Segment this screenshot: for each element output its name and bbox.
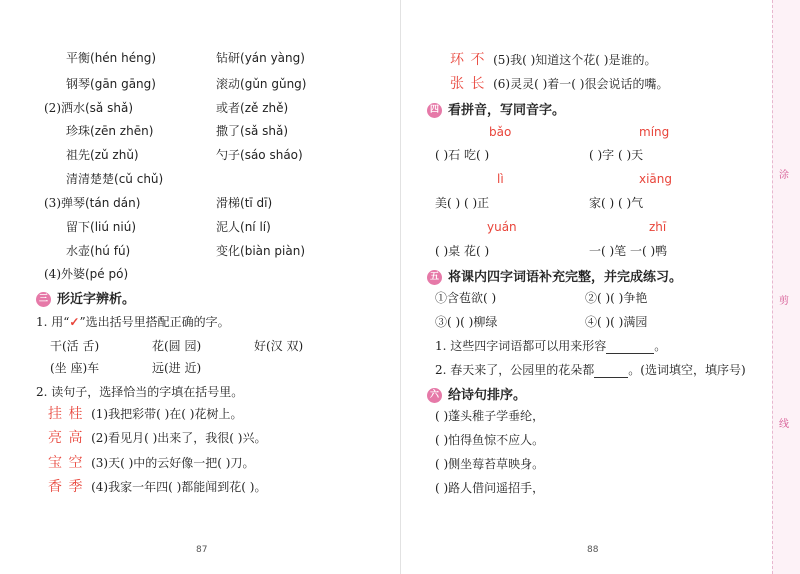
pinyin-label: míng <box>639 125 670 139</box>
word-item: 钻研(yán yàng) <box>216 51 305 65</box>
fill-row: 香 季 (4)我家一年四( )都能闻到花( )。 <box>48 479 267 495</box>
poem-line[interactable]: ( )蓬头稚子学垂纶， <box>435 409 545 423</box>
edge-label: 线 <box>779 419 789 430</box>
pinyin-label: yuán <box>487 220 517 234</box>
word-item: 泥人(ní lí) <box>216 220 271 234</box>
idiom-blank[interactable]: ②( )( )争艳 <box>585 291 648 305</box>
section-number-badge: 四 <box>427 103 442 118</box>
poem-line[interactable]: ( )怕得鱼惊不应人。 <box>435 433 545 447</box>
pinyin-label: bǎo <box>489 125 512 139</box>
homophone-blanks[interactable]: 一( )笔 一( )鸭 <box>589 244 668 258</box>
fill-row: 挂 桂 (1)我把彩带( )在( )花树上。 <box>48 406 243 422</box>
question-5-1: 1. 这些四字词语都可以用来形容 。 <box>435 339 667 353</box>
poem-line[interactable]: ( )侧坐莓苔草映身。 <box>435 457 545 471</box>
fill-row: 张 长 (6)灵灵( )着一( )很会说话的嘴。 <box>450 76 669 92</box>
fill-row: 环 不 (5)我( )知道这个花( )是谁的。 <box>450 52 657 68</box>
fill-row: 宝 空 (3)天( )中的云好像一把( )刀。 <box>48 455 255 471</box>
word-item: 滚动(gǔn gǔng) <box>216 77 307 91</box>
cut-edge-strip <box>772 0 800 574</box>
right-page <box>401 0 773 574</box>
section-number-badge: 三 <box>36 292 51 307</box>
word-item: 祖先(zǔ zhǔ) <box>66 148 139 162</box>
homophone-blanks[interactable]: ( )桌 花( ) <box>435 244 490 258</box>
section-number-badge: 五 <box>427 270 442 285</box>
choice-item[interactable]: 花(圆 园) <box>152 339 202 353</box>
section-heading-3: 三 形近字辨析。 <box>36 288 135 307</box>
word-item: 勺子(sáo sháo) <box>216 148 303 162</box>
question-1: 1. 用“✓”选出括号里搭配正确的字。 <box>36 315 230 329</box>
word-item: 珍珠(zēn zhēn) <box>66 124 154 138</box>
idiom-blank[interactable]: ③( )( )柳绿 <box>435 315 498 329</box>
pinyin-label: lì <box>497 172 504 186</box>
answer-blank[interactable] <box>594 365 628 378</box>
question-5-2: 2. 春天来了，公园里的花朵都 。(选词填空，填序号) <box>435 363 746 377</box>
word-item: 撒了(sǎ shǎ) <box>216 124 289 138</box>
answer-blank[interactable] <box>606 341 654 354</box>
question-2: 2. 读句子，选择恰当的字填在括号里。 <box>36 385 244 399</box>
homophone-blanks[interactable]: ( )石 吃( ) <box>435 148 490 162</box>
section-heading-6: 六 给诗句排序。 <box>427 384 526 403</box>
word-item: (3)弹琴(tán dán) <box>44 196 141 210</box>
poem-line[interactable]: ( )路人借问遥招手， <box>435 481 545 495</box>
choice-item[interactable]: 远(进 近) <box>152 361 202 375</box>
choice-item[interactable]: 干(活 舌) <box>50 339 100 353</box>
choice-item[interactable]: (坐 座)车 <box>50 361 100 375</box>
homophone-blanks[interactable]: ( )字 ( )天 <box>589 148 644 162</box>
word-item: 清清楚楚(cǔ chǔ) <box>66 172 164 186</box>
word-item: 平衡(hén héng) <box>66 51 156 65</box>
homophone-blanks[interactable]: 美( ) ( )正 <box>435 196 490 210</box>
word-item: 留下(liú niú) <box>66 220 137 234</box>
word-item: 变化(biàn piàn) <box>216 244 306 258</box>
word-item: 或者(zě zhě) <box>216 101 289 115</box>
word-item: 滑梯(tī dī) <box>216 196 273 210</box>
word-item: (2)洒水(sǎ shǎ) <box>44 101 133 115</box>
section-heading-4: 四 看拼音，写同音字。 <box>427 99 565 118</box>
choice-item[interactable]: 好(汉 双) <box>254 339 304 353</box>
fill-row: 亮 高 (2)看见月( )出来了，我很( )兴。 <box>48 430 267 446</box>
section-heading-5: 五 将课内四字词语补充完整，并完成练习。 <box>427 266 682 285</box>
page-number: 88 <box>587 545 599 555</box>
section-number-badge: 六 <box>427 388 442 403</box>
edge-label: 剪 <box>779 296 789 307</box>
word-item: (4)外婆(pé pó) <box>44 267 129 281</box>
word-item: 钢琴(gān gāng) <box>66 77 156 91</box>
word-item: 水壶(hú fú) <box>66 244 131 258</box>
idiom-blank[interactable]: ①含苞欲( ) <box>435 291 497 305</box>
homophone-blanks[interactable]: 家( ) ( )气 <box>589 196 644 210</box>
check-mark-icon: ✓ <box>69 315 80 329</box>
idiom-blank[interactable]: ④( )( )满园 <box>585 315 648 329</box>
edge-label: 涂 <box>779 170 789 181</box>
page-number: 87 <box>196 545 208 555</box>
pinyin-label: xiāng <box>639 172 673 186</box>
pinyin-label: zhī <box>649 220 667 234</box>
